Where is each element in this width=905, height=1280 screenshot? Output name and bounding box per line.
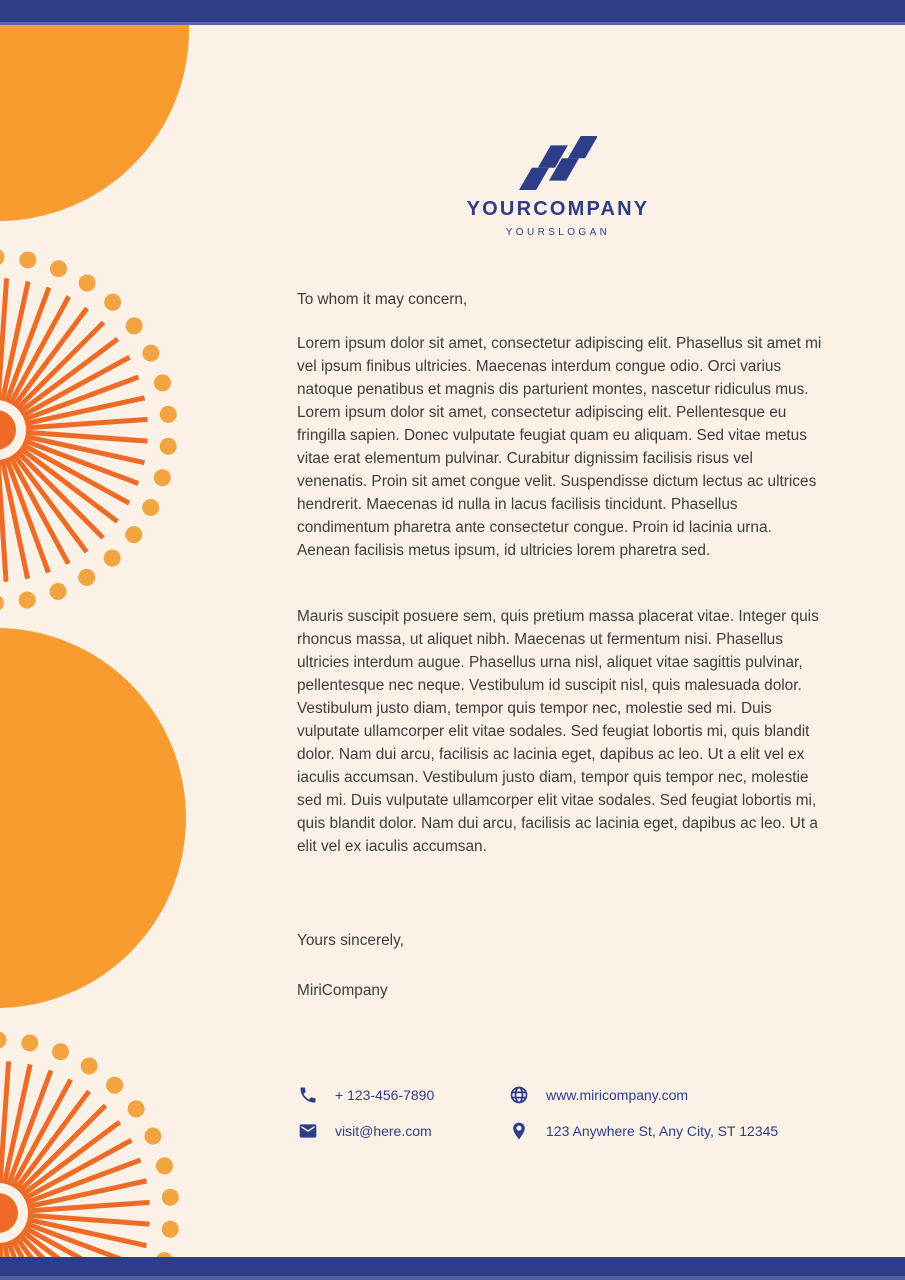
letter-paragraph: Mauris suscipit posuere sem, quis pretium massa placerat vitae. Integer quis rhoncus massa, ut aliquet nibh. Maecenas ut fermentum nisi. Phasellus ultricies interdum augue. Phasellus urna nisl, aliquet vitae sagittis pulvinar, pellentesque nec neque. Vestibulum id suscipit nisl, quis malesuada dolor. Vestibulum justo diam, tempor quis tempor nec, molestie sed mi. Duis vulputate ullamcorper elit vitae sodales. Sed feugiat lobortis mi, quis blandit dolor. Nam dui arcu, facilisis ac lacinia eget, dapibus ac leo. Ut a elit vel ex iaculis accumsan. Vestibulum justo diam, tempor quis tempor nec, molestie sed mi. Duis vulputate ullamcorper elit vitae sodales. Sed feugiat lobortis mi, quis blandit dolor. Nam dui arcu, facilisis ac lacinia eget, dapibus ac leo. Ut a elit vel ex iaculis accumsan. <box>297 608 819 855</box>
contact-website <box>508 1084 823 1106</box>
signature-name: MiriCompany <box>297 982 388 999</box>
website-url: www.miricompany.com <box>546 1087 689 1103</box>
street-address: 123 Anywhere St, Any City, ST 12345 <box>546 1123 779 1139</box>
phone-number: + 123-456-7890 <box>335 1087 435 1103</box>
bottom-border-bar <box>0 1257 905 1280</box>
letterhead-brand <box>297 136 819 238</box>
contact-address <box>508 1120 823 1142</box>
company-logo-icon <box>519 136 598 190</box>
sunburst-bottom-decoration <box>0 1032 179 1280</box>
top-border-bar <box>0 0 905 25</box>
phone-icon <box>297 1084 319 1106</box>
company-name: YOURCOMPANY <box>466 198 650 220</box>
salutation: To whom it may concern, <box>297 291 468 308</box>
globe-icon <box>508 1084 530 1106</box>
company-slogan: YOURSLOGAN <box>505 227 611 238</box>
location-pin-icon <box>508 1120 530 1142</box>
envelope-icon <box>297 1120 319 1142</box>
middle-left-circle <box>0 628 186 1008</box>
contact-phone <box>297 1084 508 1106</box>
closing-line: Yours sincerely, <box>297 932 404 949</box>
contact-email <box>297 1120 508 1142</box>
email-address: visit@here.com <box>335 1123 432 1139</box>
top-left-circle <box>0 0 189 221</box>
contact-info <box>297 1084 823 1142</box>
letter-paragraph: Lorem ipsum dolor sit amet, consectetur adipiscing elit. Phasellus sit amet mi vel ipsum finibus ultricies. Maecenas interdum congue odio. Orci varius natoque penatibus et magnis dis parturient montes, nascetur ridiculus mus. Lorem ipsum dolor sit amet, consectetur adipiscing elit. Pellentesque eu fringilla sapien. Donec vulputate feugiat quam eu aliquam. Sed vitae metus vitae erat elementum pulvinar. Curabitur dignissim facilisis risus vel venenatis. Proin sit amet congue velit. Suspendisse dictum lectus ac ultrices hendrerit. Maecenas id nulla in lacus facilisis tincidunt. Phasellus condimentum pharetra ante consectetur congue. Proin id lacinia urna. Aenean facilisis metus ipsum, id ultricies lorem pharetra sed. <box>297 335 822 559</box>
sunburst-top-decoration <box>0 249 177 612</box>
